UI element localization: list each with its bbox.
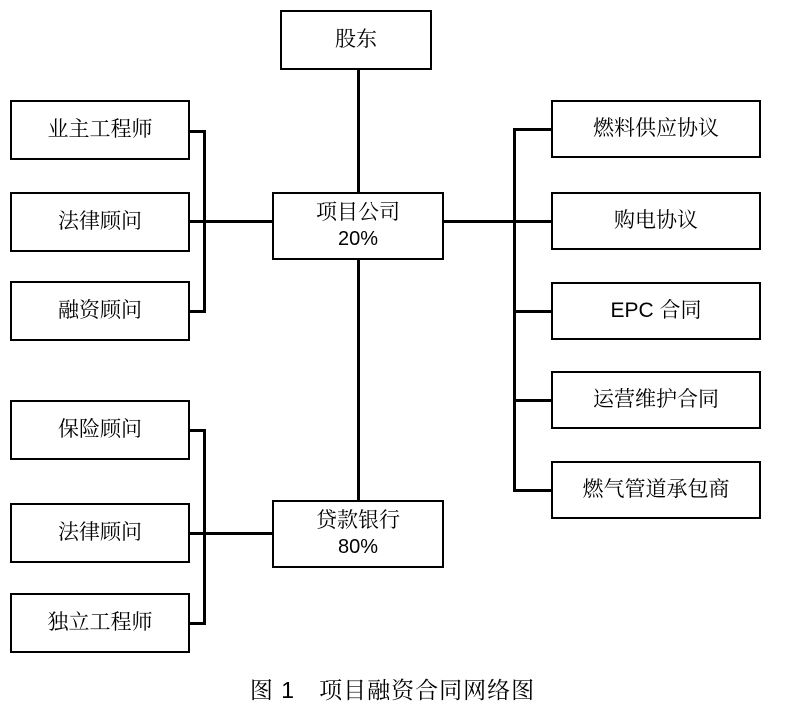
node-legal-advisor-bottom-label: 法律顾问 xyxy=(58,520,142,544)
node-shareholder-label: 股东 xyxy=(335,27,377,51)
node-epc-contract[interactable] xyxy=(551,282,761,340)
edge-project-company-to-lending-bank xyxy=(357,258,360,532)
edge-left-lower-bus-to-lending-bank xyxy=(203,532,273,535)
node-power-purchase-agreement-label: 购电协议 xyxy=(614,208,698,232)
edge-independent-engineer-stub xyxy=(188,622,206,625)
node-fuel-supply-agreement-label: 燃料供应协议 xyxy=(593,116,719,140)
node-shareholder[interactable] xyxy=(280,10,432,70)
edge-gas-pipeline-contractor-stub xyxy=(513,489,553,492)
node-project-company-label: 项目公司 xyxy=(316,201,400,225)
node-gas-pipeline-contractor[interactable] xyxy=(551,461,761,519)
edge-om-contract-stub xyxy=(513,399,553,402)
node-independent-engineer[interactable] xyxy=(10,593,190,653)
node-legal-advisor-bottom[interactable] xyxy=(10,503,190,563)
edge-left-upper-bus-to-project-company xyxy=(203,220,273,223)
edge-project-company-to-right-bus xyxy=(444,220,516,223)
node-project-company-share: 20% xyxy=(337,227,379,250)
edge-finance-advisor-stub xyxy=(188,310,206,313)
node-owner-engineer-label: 业主工程师 xyxy=(47,117,153,141)
node-om-contract-label: 运营维护合同 xyxy=(593,387,719,411)
node-legal-advisor-top[interactable] xyxy=(10,192,190,252)
edge-right-bus xyxy=(513,128,516,490)
node-insurance-advisor-label: 保险顾问 xyxy=(58,417,142,441)
figure-caption: 图 1 项目融资合同网络图 xyxy=(249,677,536,703)
node-project-company[interactable] xyxy=(272,192,444,260)
edge-owner-engineer-stub xyxy=(188,130,206,133)
node-owner-engineer[interactable] xyxy=(10,100,190,160)
edge-insurance-advisor-stub xyxy=(188,429,206,432)
node-finance-advisor[interactable] xyxy=(10,281,190,341)
edge-power-purchase-stub xyxy=(513,220,553,223)
node-lending-bank[interactable] xyxy=(272,500,444,568)
node-finance-advisor-label: 融资顾问 xyxy=(58,298,142,322)
node-lending-bank-share: 80% xyxy=(337,535,379,558)
node-epc-contract-label: EPC 合同 xyxy=(610,298,702,322)
node-power-purchase-agreement[interactable] xyxy=(551,192,761,250)
edge-left-lower-bus xyxy=(203,429,206,624)
node-gas-pipeline-contractor-label: 燃气管道承包商 xyxy=(582,477,730,501)
node-legal-advisor-top-label: 法律顾问 xyxy=(58,209,142,233)
edge-shareholder-to-project-company xyxy=(357,68,360,195)
edge-fuel-supply-stub xyxy=(513,128,553,131)
edge-epc-contract-stub xyxy=(513,310,553,313)
node-independent-engineer-label: 独立工程师 xyxy=(47,610,153,634)
node-lending-bank-label: 贷款银行 xyxy=(316,509,400,533)
node-om-contract[interactable] xyxy=(551,371,761,429)
node-fuel-supply-agreement[interactable] xyxy=(551,100,761,158)
node-insurance-advisor[interactable] xyxy=(10,400,190,460)
